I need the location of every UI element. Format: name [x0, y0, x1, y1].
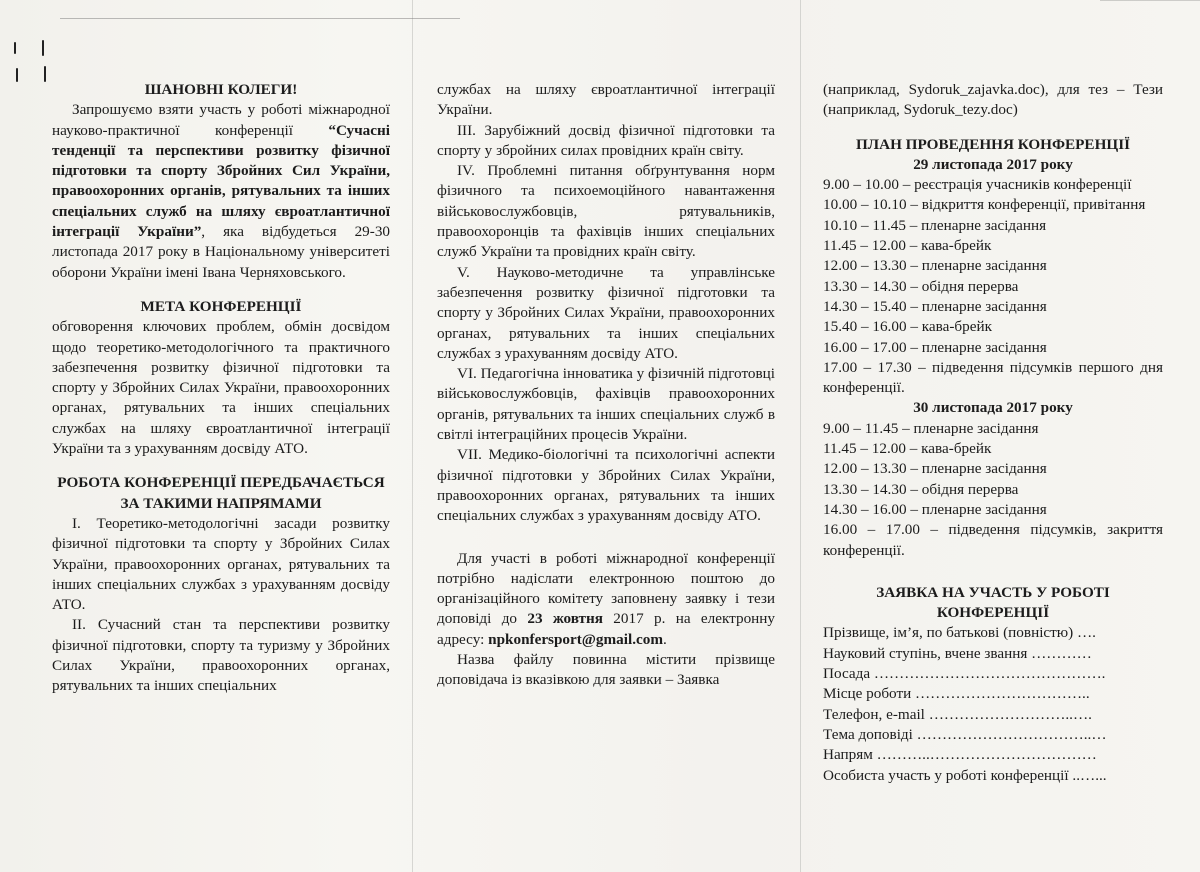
paper-edge-line	[60, 18, 460, 19]
schedule-item: 11.45 – 12.00 – кава-брейк	[823, 237, 992, 255]
schedule-item: 9.00 – 10.00 – реєстрація учасників конференції	[823, 176, 1132, 194]
goal-heading: МЕТА КОНФЕРЕНЦІЇ	[140, 297, 302, 315]
schedule-item: 16.00 – 17.00 – підведення підсумків, закриття конференції.	[823, 521, 1163, 559]
schedule-item: 10.00 – 10.10 – відкриття конференції, привітання	[823, 196, 1146, 214]
direction-item: VI. Педагогічна інноватика у фізичній підготовці військовослужбовців, фахівців правоохоронних органів, рятувальних та інших спеціальних служб в світлі інтеграційних процесів України.	[437, 365, 775, 444]
direction-item: VII. Медико-біологічні та психологічні аспекти фізичної підготовки у Збройних Силах України, правоохоронних органах, рятувальних та інших спеціальних службах з урахуванням досвіду АТО.	[437, 446, 775, 525]
schedule-item: 10.10 – 11.45 – пленарне засідання	[823, 216, 1047, 234]
fold-line	[412, 0, 413, 872]
column-left	[52, 80, 390, 697]
direction-item: V. Науково-методичне та управлінське забезпечення розвитку фізичної підготовки та спорту у Збройних Силах України, правоохоронних органах, рятувальних та інших спеціальних службах з урахуванням досвіду АТО.	[437, 263, 775, 362]
form-field-line: Напрям ………..……………………………	[823, 746, 1097, 764]
form-field-line: Телефон, e-mail ………………………..….	[823, 705, 1092, 723]
fold-line	[800, 0, 801, 872]
day1-heading: 29 листопада 2017 року	[913, 155, 1073, 173]
invitation-paragraph: Запрошуємо взяти участь у роботі міжнародної науково-практичної конференції “Сучасні тенденції та перспективи розвитку фізичної підготовки та спорту Збройних Сил України, правоохоронних органів, рятувальних та інших спеціальних служб на шляху євроатлантичної інтеграції України”, яка відбудеться 29-30 листопада 2017 року в Національному університеті оборони України імені Івана Черняховського.	[52, 101, 391, 281]
day2-heading: 30 листопада 2017 року	[913, 399, 1073, 417]
greeting-heading: ШАНОВНІ КОЛЕГИ!	[144, 81, 298, 98]
goal-text: обговорення ключових проблем, обмін досвідом щодо теоретико-методологічного та практичного забезпечення розвитку фізичної підготовки та спорту у Збройних Силах України, правоохоронних органах, рятувальних та інших спеціальних службах на шляху євроатлантичної інтеграції України та з урахуванням досвіду АТО.	[52, 318, 390, 458]
day2-schedule	[823, 419, 1163, 561]
form-field-line: Місце роботи ……………………………..	[823, 685, 1090, 703]
schedule-item: 14.30 – 16.00 – пленарне засідання	[823, 500, 1047, 518]
deadline-date: 23 жовтня	[527, 610, 603, 628]
form-field-line: Особиста участь у роботі конференції ..…...	[823, 766, 1107, 784]
schedule-item: 14.30 – 15.40 – пленарне засідання	[823, 297, 1047, 315]
schedule-item: 13.30 – 14.30 – обідня перерва	[823, 480, 1019, 498]
day1-schedule	[823, 175, 1163, 398]
schedule-item: 12.00 – 13.30 – пленарне засідання	[823, 460, 1047, 478]
form-field-line: Посада ……………………………………….	[823, 665, 1106, 683]
application-form	[823, 623, 1163, 785]
schedule-item: 16.00 – 17.00 – пленарне засідання	[823, 338, 1047, 356]
column-middle	[437, 80, 775, 691]
form-field-line: Науковий ступінь, вчене звання …………	[823, 644, 1092, 662]
form-field-line: Тема доповіді ……………………………..…	[823, 725, 1107, 743]
directions-heading: РОБОТА КОНФЕРЕНЦІЇ ПЕРЕДБАЧАЄТЬСЯ ЗА ТАКИМИ НАПРЯМАМИ	[57, 474, 385, 512]
conference-title: “Сучасні тенденції та перспективи розвитку фізичної підготовки та спорту Збройних Сил України, правоохоронних органів, рятувальних та інших спеціальних служб на шляху євроатлантичної інтеграції України”	[52, 121, 390, 241]
participation-paragraph: Для участі в роботі міжнародної конференції потрібно надіслати електронною поштою до організаційного комітету заповнену заявку і тези доповіді до 23 жовтня 2017 р. на електронну адресу: npkonfersport@gmail.com.	[437, 549, 776, 648]
schedule-item: 12.00 – 13.30 – пленарне засідання	[823, 257, 1047, 275]
direction-item: I. Теоретико-методологічні засади розвитку фізичної підготовки та спорту у Збройних Силах України, правоохоронних органах, рятувальних та інших спеціальних службах з урахуванням досвіду АТО.	[52, 514, 390, 614]
form-field-line: Прізвище, ім’я, по батькові (повністю) ….	[823, 624, 1096, 642]
schedule-item: 13.30 – 14.30 – обідня перерва	[823, 277, 1019, 295]
plan-heading: ПЛАН ПРОВЕДЕННЯ КОНФЕРЕНЦІЇ	[855, 135, 1131, 153]
filename-paragraph: Назва файлу повинна містити прізвище доповідача із вказівкою для заявки – Заявка	[437, 651, 775, 689]
paper-edge-line	[1100, 0, 1200, 1]
schedule-item: 9.00 – 11.45 – пленарне засідання	[823, 419, 1039, 437]
direction-item: II. Сучасний стан та перспективи розвитку фізичної підготовки, спорту та туризму у Збройних Силах України, правоохоронних органах, рятувальних та інших спеціальних	[52, 616, 390, 695]
direction-item: III. Зарубіжний досвід фізичної підготовки та спорту у збройних силах провідних країн світу.	[437, 121, 775, 159]
schedule-item: 15.40 – 16.00 – кава-брейк	[823, 318, 992, 336]
application-form-heading: ЗАЯВКА НА УЧАСТЬ У РОБОТІ КОНФЕРЕНЦІЇ	[876, 583, 1110, 622]
schedule-item: 11.45 – 12.00 – кава-брейк	[823, 440, 992, 458]
filename-paragraph-continued: (наприклад, Sydoruk_zajavka.doc), для тез – Тези (наприклад, Sydoruk_tezy.doc)	[823, 81, 1163, 119]
direction-item: IV. Проблемні питання обґрунтування норм фізичного та психоемоційного навантаження військовослужбовців, рятувальників, правоохоронців та фахівців інших спеціальних служб України та провідних країн світу.	[437, 162, 775, 261]
schedule-item: 17.00 – 17.30 – підведення підсумків першого дня конференції.	[823, 358, 1163, 397]
email-address: npkonfersport@gmail.com	[488, 630, 663, 648]
direction-item-continued: службах на шляху євроатлантичної інтеграції України.	[437, 81, 775, 119]
column-right	[823, 80, 1163, 786]
